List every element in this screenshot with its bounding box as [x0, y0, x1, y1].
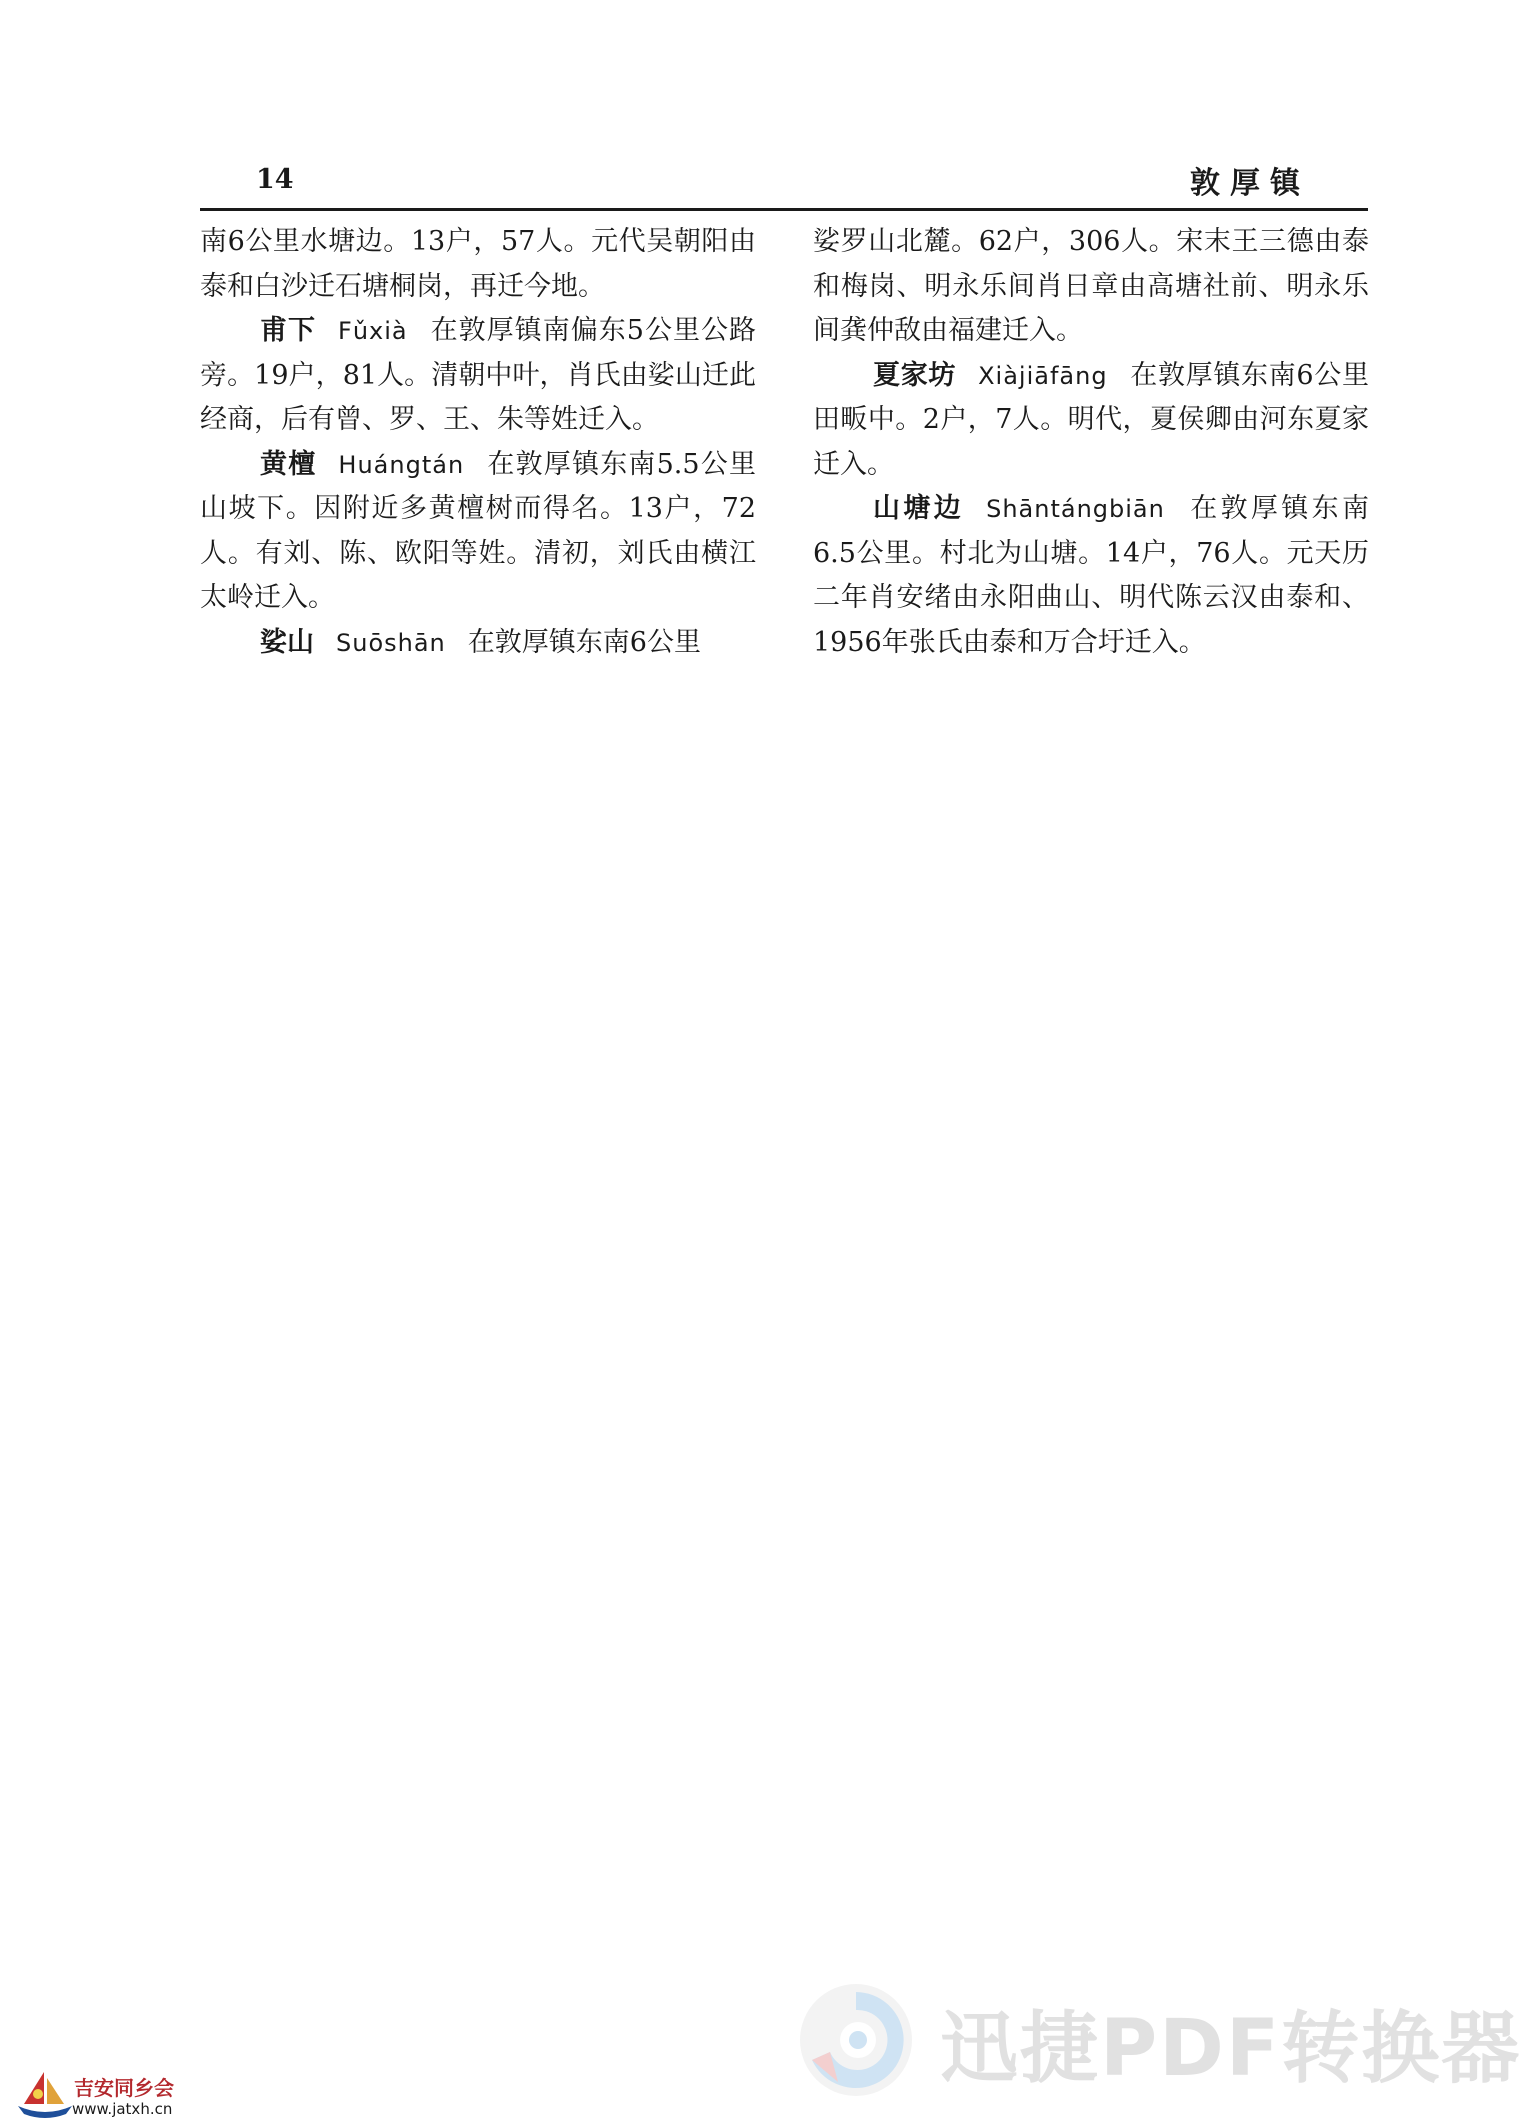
entry	[813, 354, 1369, 488]
place-pinyin: Huángtán	[338, 450, 465, 479]
entry	[200, 443, 756, 621]
corner-logo-url: www.jatxh.cn	[72, 2100, 173, 2118]
continuation-text: 南6公里水塘边。13户，57人。元代吴朝阳由泰和白沙迁石塘桐岗，再迁今地。	[200, 226, 756, 302]
place-description: 在敦厚镇东南6.5公里。村北为山塘。14户，76人。元天历二年肖安绪由永阳曲山、明代陈云汉由泰和、1956年张氏由泰和万合圩迁入。	[813, 493, 1370, 658]
place-name: 黄檀	[260, 448, 317, 480]
header-rule	[200, 208, 1368, 211]
page-number: 14	[256, 164, 294, 195]
place-name: 山塘边	[873, 493, 965, 524]
entry	[813, 487, 1369, 665]
sailboat-logo-icon	[14, 2068, 76, 2120]
place-name: 甫下	[260, 315, 317, 346]
place-name: 娑山	[260, 626, 314, 658]
place-description: 在敦厚镇南偏东5公里公路旁。19户，81人。清朝中叶，肖氏由娑山迁此经商，后有曾、罗、王、朱等姓迁入。	[200, 315, 756, 435]
place-name: 夏家坊	[873, 359, 957, 391]
entry	[200, 309, 756, 443]
place-pinyin: Shāntángbiān	[986, 495, 1165, 523]
entry	[200, 621, 756, 666]
place-pinyin: Xiàjiāfāng	[978, 361, 1108, 390]
place-description: 在敦厚镇东南5.5公里山坡下。因附近多黄檀树而得名。13户，72人。有刘、陈、欧阳等姓。清初，刘氏由横江太岭迁入。	[200, 448, 756, 613]
corner-logo-label: 吉安同乡会	[74, 2076, 174, 2100]
pdf-converter-logo-icon	[798, 1982, 914, 2098]
left-column	[200, 220, 756, 665]
watermark-text: 迅捷PDF转换器	[940, 2004, 1522, 2094]
place-pinyin: Fǔxià	[338, 317, 408, 345]
place-description: 在敦厚镇东南6公里田畈中。2户，7人。明代，夏侯卿由河东夏家迁入。	[813, 359, 1369, 480]
place-pinyin: Suōshān	[336, 628, 446, 657]
right-column	[813, 220, 1369, 665]
running-title: 敦厚镇	[1190, 166, 1310, 201]
place-description: 在敦厚镇东南6公里	[467, 626, 701, 658]
continuation-text: 娑罗山北麓。62户，306人。宋末王三德由泰和梅岗、明永乐间肖日章由高塘社前、明永乐间龚仲敌由福建迁入。	[813, 226, 1369, 346]
